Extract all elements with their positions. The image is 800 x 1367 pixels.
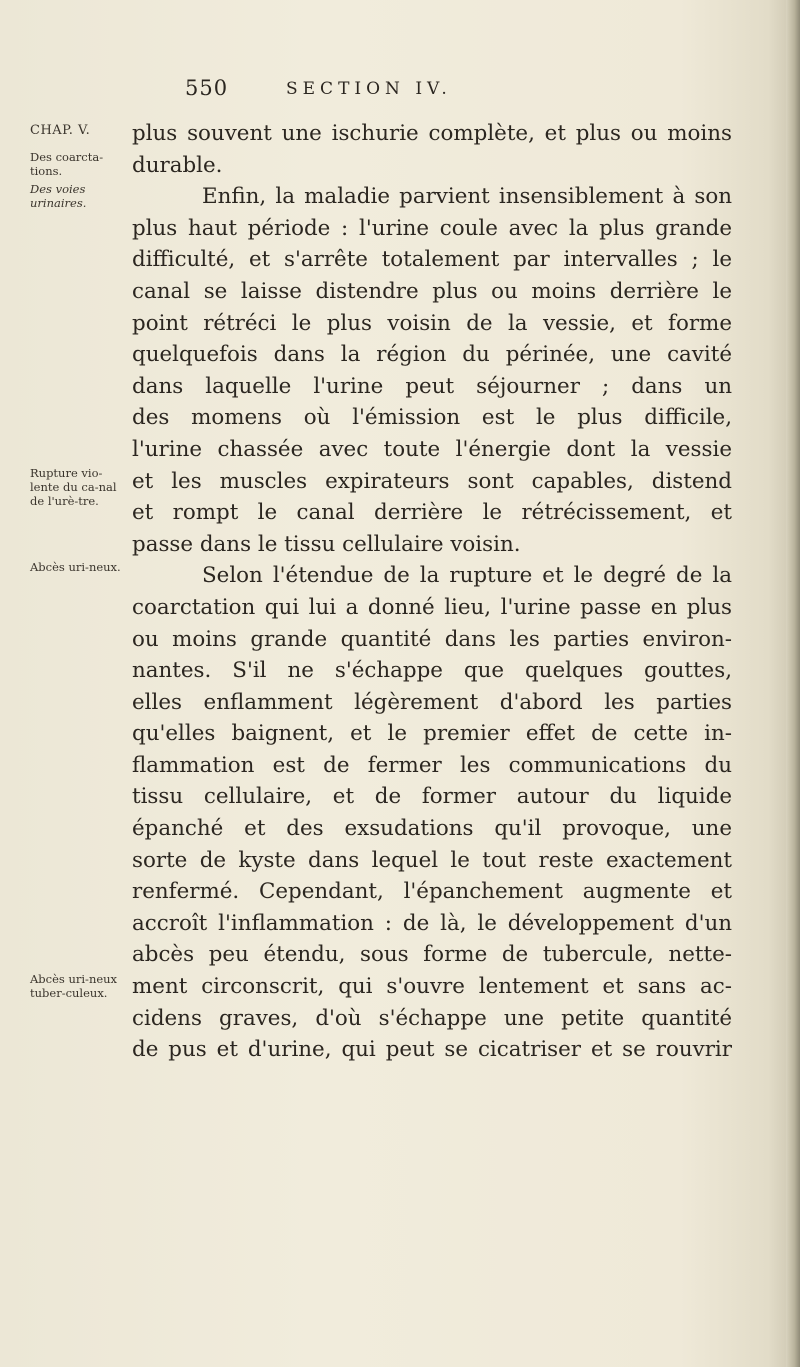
margin-note-voies-urinaires: Des voies urinaires. [30,182,87,210]
text-line: et rompt le canal derrière le rétrécissement, et [132,500,732,526]
margin-note-chapter: CHAP. V. [30,123,91,138]
body-text [120,118,732,1066]
text-line: qu'elles baignent, et le premier effet de cette in- [132,721,732,747]
text-line: elles enflamment légèrement d'abord les parties [132,689,732,715]
text-line: flammation est de fermer les communications du [132,752,732,778]
text-line: abcès peu étendu, sous forme de tubercule, nette- [132,942,732,968]
text-line: canal se laisse distendre plus ou moins derrière le [132,278,732,304]
text-line: renfermé. Cependant, l'épanchement augmente et [132,879,732,905]
text-line: accroît l'inflammation : de là, le développement d'un [132,910,732,936]
text-line: durable. [132,152,223,178]
text-line: dans laquelle l'urine peut séjourner ; dans un [132,373,732,399]
text-line: Selon l'étendue de la rupture et le degré de la [202,563,732,589]
text-line: l'urine chassée avec toute l'énergie dont la vessie [132,436,732,462]
running-head: SECTION IV. [286,79,452,99]
text-line: cidens graves, d'où s'échappe une petite quantité [132,1005,732,1031]
text-line: épanché et des exsudations qu'il provoque, une [132,816,732,842]
page-header [185,76,725,106]
text-line: tissu cellulaire, et de former autour du liquide [132,784,732,810]
margin-note-abces-urineux: Abcès uri-neux. [30,560,121,574]
page-number: 550 [185,76,229,100]
text-line: passe dans le tissu cellulaire voisin. [132,531,521,557]
text-line: coarctation qui lui a donné lieu, l'urine passe en plus [132,594,732,620]
margin-note-abces-tuberculeux: Abcès uri-neux tuber-culeux. [30,972,118,1000]
text-line: plus souvent une ischurie complète, et plus ou moins [132,121,732,146]
margin-note-coarctations: Des coarcta-tions. [30,150,104,178]
text-line: des momens où l'émission est le plus difficile, [132,405,732,431]
margin-note-rupture: Rupture vio-lente du ca-nal de l'urè-tre. [30,466,117,508]
text-line: point rétréci le plus voisin de la vessie, et forme [132,310,732,336]
text-line: ou moins grande quantité dans les parties environ- [132,626,732,652]
text-line: de pus et d'urine, qui peut se cicatriser et se rouvrir [132,1037,732,1063]
text-line: quelquefois dans la région du périnée, une cavité [132,342,732,368]
text-line: Enfin, la maladie parvient insensiblement à son [202,184,732,210]
text-line: nantes. S'il ne s'échappe que quelques gouttes, [132,658,732,684]
text-line: sorte de kyste dans lequel le tout reste exactement [132,847,732,873]
text-line: et les muscles expirateurs sont capables, distend [132,468,732,494]
book-spine-edge [786,0,800,1367]
text-line: difficulté, et s'arrête totalement par intervalles ; le [132,247,732,273]
text-line: ment circonscrit, qui s'ouvre lentement et sans ac- [132,974,732,1000]
text-line: plus haut période : l'urine coule avec la plus grande [132,215,732,241]
